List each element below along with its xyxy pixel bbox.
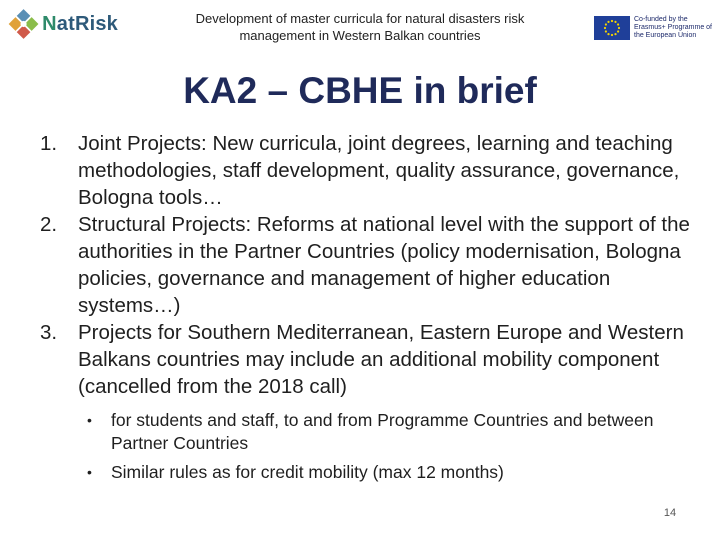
natrisk-logo-text: NatRisk xyxy=(42,12,118,35)
natrisk-logo-icon xyxy=(6,4,41,44)
natrisk-logo xyxy=(6,4,118,44)
sub-list-item-text: Similar rules as for credit mobility (max 12 months) xyxy=(111,462,504,482)
eu-cofunded-logo xyxy=(594,14,716,42)
list-item xyxy=(40,319,700,400)
sub-list-item xyxy=(74,409,700,455)
slide-content xyxy=(40,130,700,490)
list-item-number: 1. xyxy=(40,132,58,155)
eu-flag-icon xyxy=(594,16,630,40)
list-item-number: 3. xyxy=(40,321,58,344)
sub-list xyxy=(74,409,700,484)
list-item-text: Structural Projects: Reforms at national level with the support of the authorities in the Partner Countries (policy modernisation, Bologna policies, governance and management of higher education systems…) xyxy=(78,213,690,317)
slide-header xyxy=(0,0,720,52)
list-item xyxy=(40,211,700,319)
list-item xyxy=(40,130,700,211)
bullet-icon: • xyxy=(87,464,92,480)
page-number: 14 xyxy=(663,507,677,519)
list-item-number: 2. xyxy=(40,213,58,236)
bullet-icon: • xyxy=(87,412,92,428)
sub-list-item-text: for students and staff, to and from Programme Countries and between Partner Countries xyxy=(111,410,654,453)
eu-cofunded-text: Co-funded by the Erasmus+ Programme of the European Union xyxy=(634,16,712,39)
list-item-text: Projects for Southern Mediterranean, Eastern Europe and Western Balkans countries may include an additional mobility component (cancelled from the 2018 call) xyxy=(78,321,684,398)
project-title: Development of master curricula for natural disasters risk management in Western Balkan countries xyxy=(195,11,525,43)
slide-title: KA2 – CBHE in brief xyxy=(183,70,537,111)
sub-list-item xyxy=(74,461,700,484)
list-item-text: Joint Projects: New curricula, joint degrees, learning and teaching methodologies, staff development, quality assurance, governance, Bologna tools… xyxy=(78,132,680,209)
